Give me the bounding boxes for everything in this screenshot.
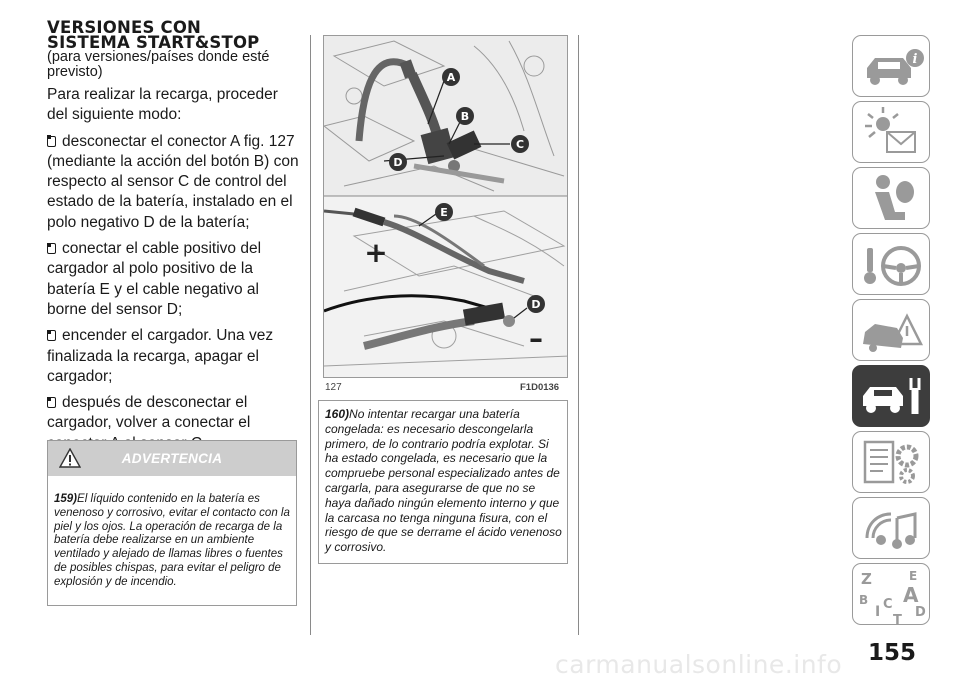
car-warning-icon: [853, 300, 930, 361]
car-wrench-icon: [853, 366, 930, 427]
index-letter: B: [859, 593, 869, 607]
text-column: [47, 20, 299, 460]
label-a: A: [446, 71, 456, 84]
multimedia-icon: [853, 498, 930, 559]
plus-symbol: +: [364, 236, 388, 269]
svg-text:i: i: [912, 52, 918, 67]
label-d-top: D: [393, 156, 403, 169]
checkbox-bullet-icon: [47, 136, 56, 147]
airbag-seat-icon: [853, 168, 930, 229]
page-number: 155: [868, 640, 917, 666]
figure-number: 127: [325, 382, 342, 393]
label-d-bottom: D: [531, 298, 541, 311]
tab-alphabet-index[interactable]: [852, 563, 930, 625]
note-text: [325, 407, 563, 555]
note-body: No intentar recargar una batería congelada: es necesario descongelarla primero, de lo contrario podría explotar. Si ha estado congelada, es necesario que la compruebe personal especializado antes de cargarla, para asegurarse de que no se haya dañado ningún elemento interno y que la carcasa no tenga ninguna fisura, con el riesgo de que se derrame el ácido venenoso y corrosivo.: [325, 407, 562, 555]
label-c: C: [515, 138, 525, 151]
data-gear-icon: [853, 432, 930, 493]
warning-header: [48, 441, 296, 476]
battery-illustration: [324, 36, 568, 378]
steering-wheel-key-icon: [853, 234, 930, 295]
tab-multimedia[interactable]: [852, 497, 930, 559]
index-letter: A: [903, 583, 919, 607]
index-letter: C: [883, 597, 893, 612]
car-info-icon: [853, 36, 930, 97]
index-letter: Z: [861, 570, 872, 588]
tab-lights-message[interactable]: [852, 101, 930, 163]
watermark: carmanualsonline.info: [555, 650, 843, 679]
checkbox-bullet-icon: [47, 330, 56, 341]
alphabet-index-icon: [853, 564, 930, 625]
figure-code: F1D0136: [520, 382, 560, 393]
step-2: conectar el cable positivo del cargador al polo positivo de la batería E y el cable negativo al borne del sensor D;: [47, 240, 262, 318]
index-letter: T: [893, 613, 902, 626]
column-divider-right: [578, 35, 579, 635]
lights-message-icon: [853, 102, 930, 163]
index-letter: E: [909, 569, 918, 583]
column-divider-left: [310, 35, 311, 635]
intro-paragraph: Para realizar la recarga, proceder del siguiente modo:: [47, 86, 278, 124]
warning-body: El líquido contenido en la batería es venenoso y corrosivo, evitar el contacto con la piel y los ojos. La operación de recarga de la batería debe realizarse en un ambiente ventilado y alejado de llamas libres o fuentes de posibles chispas, para evitar el peligro de explosión y de incendio.: [54, 493, 290, 588]
note-box: [318, 400, 568, 564]
warning-text: [54, 493, 292, 590]
figure-127: [323, 35, 568, 378]
section-subtitle: (para versiones/países donde esté previsto): [47, 49, 270, 80]
tab-car-info[interactable]: [852, 35, 930, 97]
section-title-line2: SISTEMA START&STOP: [47, 33, 260, 52]
warning-box: [47, 440, 297, 606]
tab-car-wrench-active[interactable]: [852, 365, 930, 427]
checkbox-bullet-icon: [47, 243, 56, 254]
tab-car-warning[interactable]: [852, 299, 930, 361]
label-e: E: [440, 206, 448, 219]
minus-symbol: –: [529, 322, 543, 355]
index-letter: I: [875, 604, 881, 620]
section-title-line1: VERSIONES CON: [47, 18, 202, 37]
warning-title: ADVERTENCIA: [121, 451, 223, 466]
step-4: después de desconectar el cargador, volver a conectar el: [47, 394, 251, 432]
note-number: 160): [325, 407, 350, 421]
step-3: encender el cargador. Una vez finalizada la recarga, apagar el cargador;: [47, 327, 274, 385]
checkbox-bullet-icon: [47, 397, 56, 408]
label-b: B: [460, 110, 470, 123]
warning-number: 159): [54, 493, 78, 505]
index-letter: D: [915, 605, 926, 620]
tab-data-gear[interactable]: [852, 431, 930, 493]
step-1: desconectar el conector A fig. 127 (mediante la acción del botón B) con respecto al sensor C de control del estado de la batería, instalado en el polo negativo D de la batería;: [47, 132, 299, 231]
tab-steering-key[interactable]: [852, 233, 930, 295]
tab-airbag-seat[interactable]: [852, 167, 930, 229]
